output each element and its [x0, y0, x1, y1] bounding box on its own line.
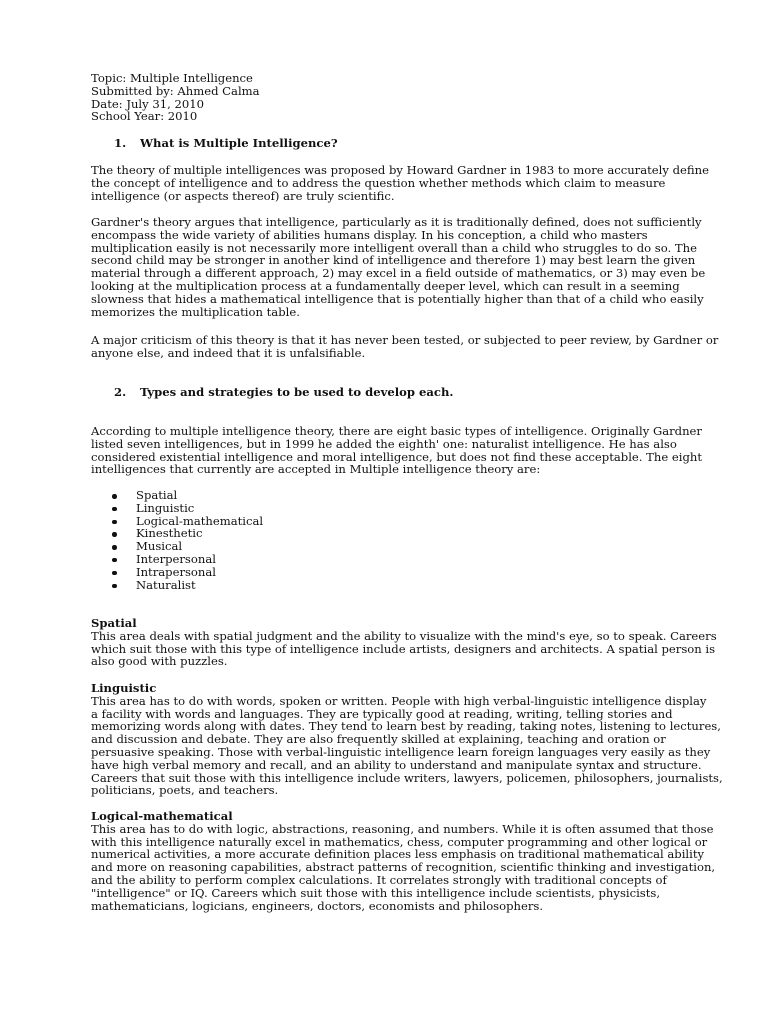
question-number: 1. — [114, 136, 127, 150]
list-item: Intrapersonal — [112, 566, 263, 579]
text-line: second child may be stronger in another kind of intelligence and therefore 1) may best learn the given — [91, 253, 696, 268]
text-line: memorizing words along with dates. They tend to learn best by reading, taking notes, listening to lectures, — [91, 719, 721, 734]
text-line: This area has to do with words, spoken or written. People with high verbal-linguistic intelligence display — [91, 693, 707, 708]
list-item: Musical — [112, 540, 263, 553]
section-heading: Logical-mathematical — [91, 809, 233, 823]
list-item: Logical-mathematical — [112, 515, 263, 528]
text-line: the concept of intelligence and to address the question whether methods which claim to measure — [91, 175, 666, 190]
text-line: intelligence (or aspects thereof) are truly scientific. — [91, 188, 395, 203]
text-line: persuasive speaking. Those with verbal-linguistic intelligence learn foreign languages very easily as they — [91, 744, 711, 759]
section-heading: Spatial — [91, 616, 137, 630]
bullet-icon — [112, 532, 117, 537]
text-line: anyone else, and indeed that it is unfalsifiable. — [91, 345, 366, 360]
text-line: This area has to do with logic, abstractions, reasoning, and numbers. While it is often assumed that those — [91, 821, 714, 836]
text-line: also good with puzzles. — [91, 654, 228, 669]
question-number: 2. — [114, 385, 127, 399]
list-item: Interpersonal — [112, 553, 263, 566]
text-line: listed seven intelligences, but in 1999 he added the eighth' one: naturalist intelligence. He has also — [91, 436, 677, 451]
text-line: intelligences that currently are accepted in Multiple intelligence theory are: — [91, 462, 541, 477]
bullet-icon — [112, 507, 117, 512]
text-line: and more on reasoning capabilities, abstract patterns of recognition, scientific thinking and investigation, — [91, 860, 716, 875]
text-line: and discussion and debate. They are also frequently skilled at explaining, teaching and oration or — [91, 732, 666, 747]
bullet-icon — [112, 571, 117, 576]
list-item: Kinesthetic — [112, 527, 263, 540]
list-item: Naturalist — [112, 579, 263, 592]
text-line: Careers that suit those with this intelligence include writers, lawyers, policemen, philosophers, journalists, — [91, 770, 723, 785]
text-line: This area deals with spatial judgment and the ability to visualize with the mind's eye, so to speak. Careers — [91, 628, 717, 643]
text-line: have high verbal memory and recall, and an ability to understand and manipulate syntax and structure. — [91, 757, 702, 772]
section2-intro — [91, 424, 703, 477]
text-line: a facility with words and languages. They are typically good at reading, writing, telling stories and — [91, 706, 673, 721]
text-line: and the ability to perform complex calculations. It correlates strongly with traditional concepts of — [91, 872, 667, 887]
text-line: According to multiple intelligence theory, there are eight basic types of intelligence. Originally Gardner — [91, 424, 702, 438]
text-line: mathematicians, logicians, engineers, doctors, economists and philosophers. — [91, 898, 544, 913]
topic-line: Topic: Multiple Intelligence — [91, 71, 253, 85]
list-item: Spatial — [112, 489, 263, 502]
text-line: looking at the multiplication process at a fundamentally deeper level, which can result in a seeming — [91, 278, 680, 293]
school-year-line: School Year: 2010 — [91, 109, 198, 124]
text-line: "intelligence" or IQ. Careers which suit those with this intelligence include scientists, physicists, — [91, 885, 661, 900]
list-item: Linguistic — [112, 502, 263, 515]
bullet-icon — [112, 584, 117, 589]
section1-paragraph-3 — [91, 333, 719, 360]
text-line: material through a different approach, 2) may excel in a field outside of mathematics, or 3) may even be — [91, 266, 706, 281]
document-header — [91, 72, 260, 123]
text-line: with this intelligence naturally excel in mathematics, chess, computer programming and other logical or — [91, 834, 708, 849]
section1-paragraph-1 — [91, 163, 709, 203]
section-heading: Linguistic — [91, 681, 157, 695]
text-line: considered existential intelligence and moral intelligence, but does not find these acceptable. The eight — [91, 449, 703, 464]
bullet-icon — [112, 558, 117, 563]
question-text: What is Multiple Intelligence? — [140, 136, 338, 150]
bullet-icon — [112, 520, 117, 525]
text-line: politicians, poets, and teachers. — [91, 783, 279, 798]
submitted-by-line: Submitted by: Ahmed Calma — [91, 83, 260, 98]
spatial-section — [91, 616, 717, 669]
linguistic-section — [91, 681, 723, 798]
section1-paragraph-2 — [91, 215, 706, 319]
text-line: memorizes the multiplication table. — [91, 304, 300, 319]
intelligence-types-list — [112, 489, 263, 591]
text-line: Gardner's theory argues that intelligence, particularly as it is traditionally defined, does not sufficiently — [91, 215, 702, 229]
text-line: A major criticism of this theory is that it has never been tested, or subjected to peer review, by Gardner or — [91, 333, 719, 347]
text-line: which suit those with this type of intelligence include artists, designers and architects. A spatial person is — [91, 641, 716, 656]
question-text: Types and strategies to be used to develop each. — [140, 385, 454, 399]
text-line: slowness that hides a mathematical intelligence that is potentially higher than that of a child who easily — [91, 291, 704, 306]
logical-mathematical-section — [91, 809, 716, 913]
text-line: encompass the wide variety of abilities humans display. In his conception, a child who masters — [91, 227, 648, 242]
text-line: numerical activities, a more accurate definition places less emphasis on traditional mathematical ability — [91, 847, 705, 862]
text-line: multiplication easily is not necessarily more intelligent overall than a child who struggles to do so. The — [91, 240, 697, 255]
date-line: Date: July 31, 2010 — [91, 96, 205, 111]
text-line: The theory of multiple intelligences was proposed by Howard Gardner in 1983 to more accurately define — [91, 163, 709, 177]
bullet-icon — [112, 494, 117, 499]
bullet-icon — [112, 545, 117, 550]
